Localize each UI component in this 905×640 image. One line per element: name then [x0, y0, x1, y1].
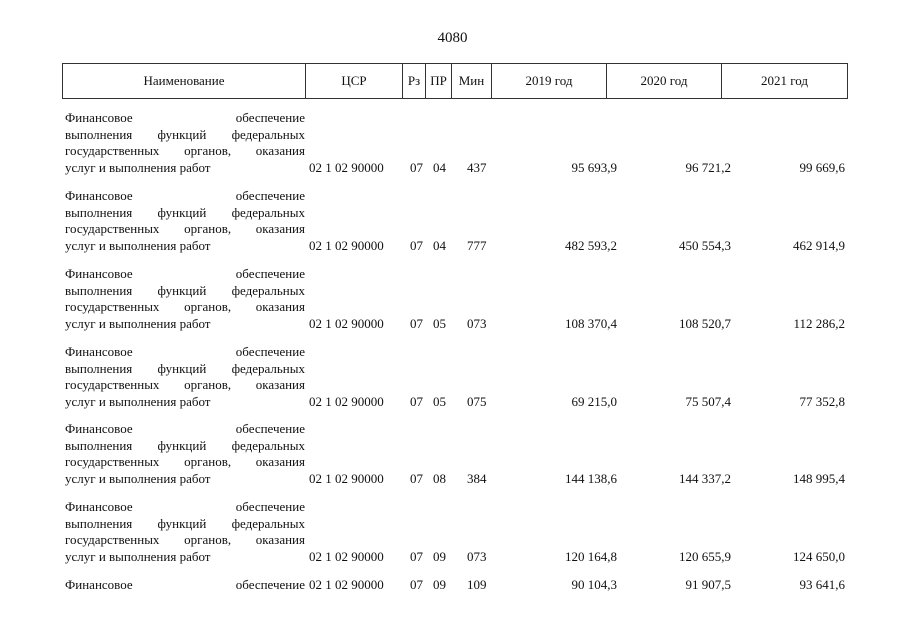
cell-rz: 07: [410, 548, 423, 564]
cell-csr: 02 1 02 90000: [309, 159, 384, 175]
cell-rz: 07: [410, 577, 423, 592]
row-name-line: услуг и выполнения работ: [65, 159, 211, 175]
cell-2021: 124 650,0: [793, 548, 845, 564]
row-name: [65, 344, 305, 410]
cell-2020: 120 655,9: [679, 548, 731, 564]
row-name-line: выполнения функций федеральных: [65, 515, 305, 531]
cell-min: 384: [467, 470, 487, 486]
row-name-line: Финансовое обеспечение: [65, 188, 305, 203]
row-name-line: выполнения функций федеральных: [65, 437, 305, 453]
cell-csr: 02 1 02 90000: [309, 470, 384, 486]
row-name: [65, 577, 305, 594]
cell-pr: 05: [433, 315, 446, 331]
row-name-line: государственных органов, оказания: [65, 143, 305, 158]
row-name-line: выполнения функций федеральных: [65, 204, 305, 220]
table-header: [62, 63, 848, 99]
cell-2021: 99 669,6: [799, 159, 845, 175]
cell-2020: 75 507,4: [685, 393, 731, 409]
row-name-line: услуг и выполнения работ: [65, 393, 211, 409]
row-name-line: выполнения функций федеральных: [65, 360, 305, 376]
cell-rz: 07: [410, 237, 423, 253]
row-name-line: государственных органов, оказания: [65, 454, 305, 469]
row-name-line: Финансовое обеспечение: [65, 421, 305, 436]
cell-pr: 08: [433, 470, 446, 486]
header-2020: 2020 год: [607, 64, 722, 99]
row-name: [65, 188, 305, 254]
cell-2020: 96 721,2: [685, 159, 731, 175]
row-name-line: государственных органов, оказания: [65, 532, 305, 547]
cell-2020: 144 337,2: [679, 470, 731, 486]
header-min: Мин: [452, 64, 492, 99]
cell-2020: 450 554,3: [679, 237, 731, 253]
row-name-line: Финансовое обеспечение: [65, 110, 305, 125]
cell-2019: 90 104,3: [571, 577, 617, 592]
row-name-line: государственных органов, оказания: [65, 377, 305, 392]
row-name-line: услуг и выполнения работ: [65, 237, 211, 253]
row-name-line: Финансовое обеспечение: [65, 266, 305, 281]
row-name-line: Финансовое обеспечение: [65, 499, 305, 514]
cell-rz: 07: [410, 470, 423, 486]
cell-min: 109: [467, 577, 487, 592]
cell-csr: 02 1 02 90000: [309, 577, 384, 592]
cell-pr: 05: [433, 393, 446, 409]
header-2021: 2021 год: [722, 64, 848, 99]
row-name-line: услуг и выполнения работ: [65, 470, 211, 486]
cell-2021: 148 995,4: [793, 470, 845, 486]
cell-rz: 07: [410, 393, 423, 409]
cell-min: 075: [467, 393, 487, 409]
row-name: [65, 421, 305, 487]
header-name: Наименование: [63, 64, 306, 99]
row-name: [65, 266, 305, 332]
row-name-line: государственных органов, оказания: [65, 299, 305, 314]
cell-min: 073: [467, 548, 487, 564]
header-rz: Рз: [403, 64, 426, 99]
cell-2019: 69 215,0: [571, 393, 617, 409]
cell-rz: 07: [410, 315, 423, 331]
cell-2021: 77 352,8: [799, 393, 845, 409]
header-2019: 2019 год: [492, 64, 607, 99]
cell-csr: 02 1 02 90000: [309, 393, 384, 409]
cell-min: 073: [467, 315, 487, 331]
cell-2019: 95 693,9: [571, 159, 617, 175]
row-name-line: услуг и выполнения работ: [65, 548, 211, 564]
cell-csr: 02 1 02 90000: [309, 548, 384, 564]
cell-min: 437: [467, 159, 487, 175]
row-name-line: Финансовое обеспечение: [65, 344, 305, 359]
cell-csr: 02 1 02 90000: [309, 315, 384, 331]
header-csr: ЦСР: [306, 64, 403, 99]
cell-pr: 04: [433, 159, 446, 175]
row-name-line: Финансовое обеспечение: [65, 577, 305, 592]
row-name-line: выполнения функций федеральных: [65, 282, 305, 298]
cell-min: 777: [467, 237, 487, 253]
header-pr: ПР: [426, 64, 452, 99]
cell-2019: 120 164,8: [565, 548, 617, 564]
cell-pr: 09: [433, 577, 446, 592]
cell-csr: 02 1 02 90000: [309, 237, 384, 253]
cell-rz: 07: [410, 159, 423, 175]
page-number: 4080: [437, 30, 468, 46]
row-name: [65, 499, 305, 565]
cell-pr: 04: [433, 237, 446, 253]
cell-2020: 91 907,5: [685, 577, 731, 592]
row-name-line: выполнения функций федеральных: [65, 126, 305, 142]
cell-2021: 112 286,2: [793, 315, 845, 331]
cell-2020: 108 520,7: [679, 315, 731, 331]
row-name-line: государственных органов, оказания: [65, 221, 305, 236]
row-name: [65, 110, 305, 176]
cell-2019: 482 593,2: [565, 237, 617, 253]
row-name-line: услуг и выполнения работ: [65, 315, 211, 331]
cell-2019: 108 370,4: [565, 315, 617, 331]
cell-2021: 93 641,6: [799, 577, 845, 592]
cell-2019: 144 138,6: [565, 470, 617, 486]
cell-pr: 09: [433, 548, 446, 564]
cell-2021: 462 914,9: [793, 237, 845, 253]
